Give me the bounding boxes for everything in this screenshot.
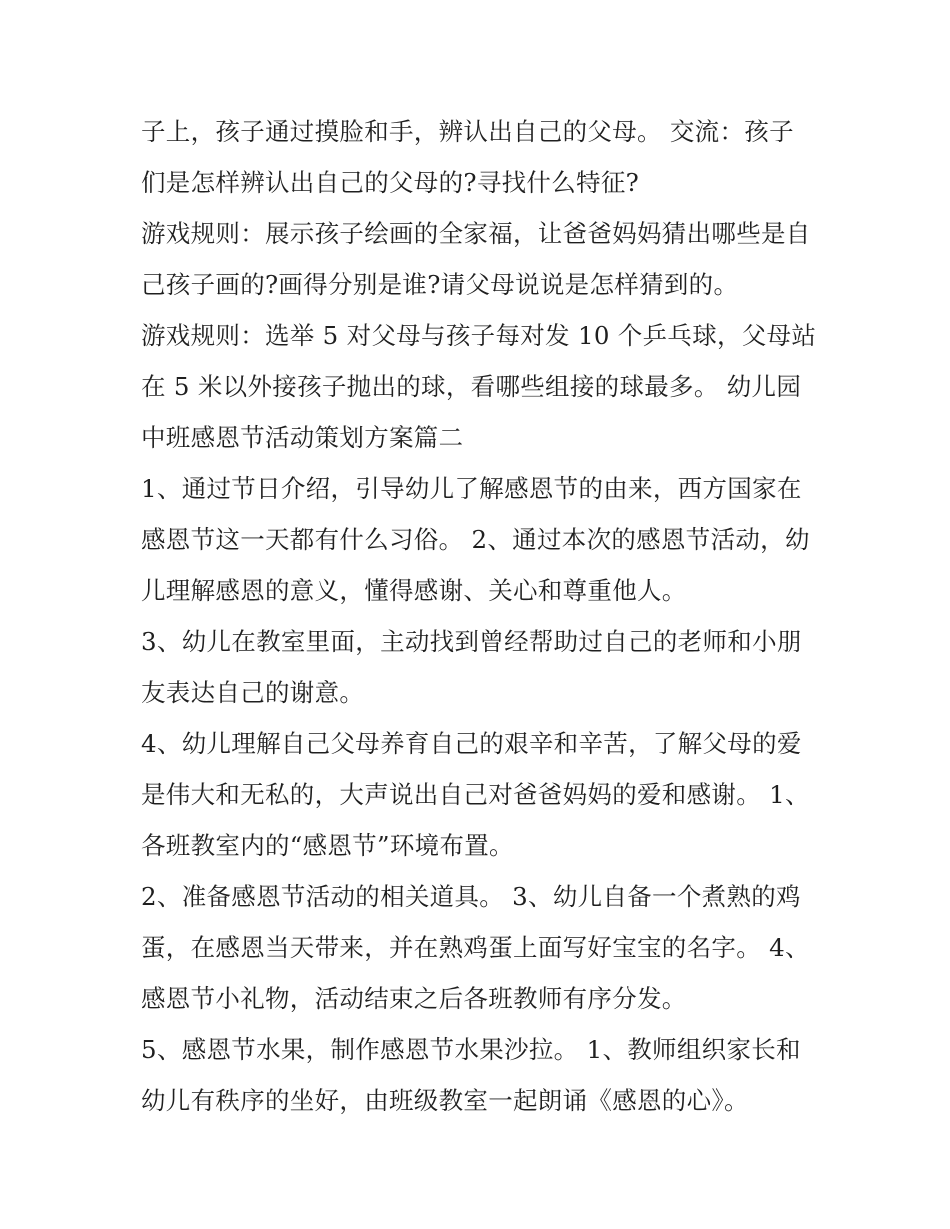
- text-line: 感恩节这一天都有什么习俗。 2、通过本次的感恩节活动，幼: [141, 525, 810, 554]
- text-line: 游戏规则：展示孩子绘画的全家福，让爸爸妈妈猜出哪些是自: [141, 219, 811, 248]
- text-line: 儿理解感恩的意义，懂得感谢、关心和尊重他人。: [141, 576, 687, 605]
- text-line: 4、幼儿理解自己父母养育自己的艰辛和辛苦，了解父母的爱: [141, 729, 802, 758]
- text-line: 中班感恩节活动策划方案篇二: [141, 423, 464, 452]
- text-line: 友表达自己的谢意。: [141, 678, 365, 707]
- text-line: 各班教室内的“感恩节”环境布置。: [141, 831, 514, 860]
- text-line: 5、感恩节水果，制作感恩节水果沙拉。 1、教师组织家长和: [141, 1035, 801, 1064]
- text-line: 2、准备感恩节活动的相关道具。 3、幼儿自备一个煮熟的鸡: [141, 882, 801, 911]
- text-line: 1、通过节日介绍，引导幼儿了解感恩节的由来，西方国家在: [141, 474, 802, 503]
- text-line: 感恩节小礼物，活动结束之后各班教师有序分发。: [141, 984, 687, 1013]
- text-line: 在 5 米以外接孩子抛出的球，看哪些组接的球最多。 幼儿园: [141, 372, 802, 401]
- text-line: 子上，孩子通过摸脸和手，辨认出自己的父母。 交流：孩子: [141, 117, 794, 146]
- text-line: 是伟大和无私的，大声说出自己对爸爸妈妈的爱和感谢。 1、: [141, 780, 810, 809]
- text-line: 己孩子画的?画得分别是谁?请父母说说是怎样猜到的。: [141, 270, 739, 299]
- text-line: 幼儿有秩序的坐好，由班级教室一起朗诵《感恩的心》。: [141, 1086, 749, 1115]
- text-line: 3、幼儿在教室里面，主动找到曾经帮助过自己的老师和小朋: [141, 627, 802, 656]
- text-line: 蛋，在感恩当天带来，并在熟鸡蛋上面写好宝宝的名字。 4、: [141, 933, 810, 962]
- text-line: 们是怎样辨认出自己的父母的?寻找什么特征?: [141, 168, 640, 197]
- text-line: 游戏规则：选举 5 对父母与孩子每对发 10 个乒乓球，父母站: [141, 321, 817, 350]
- document-body: [141, 106, 821, 1126]
